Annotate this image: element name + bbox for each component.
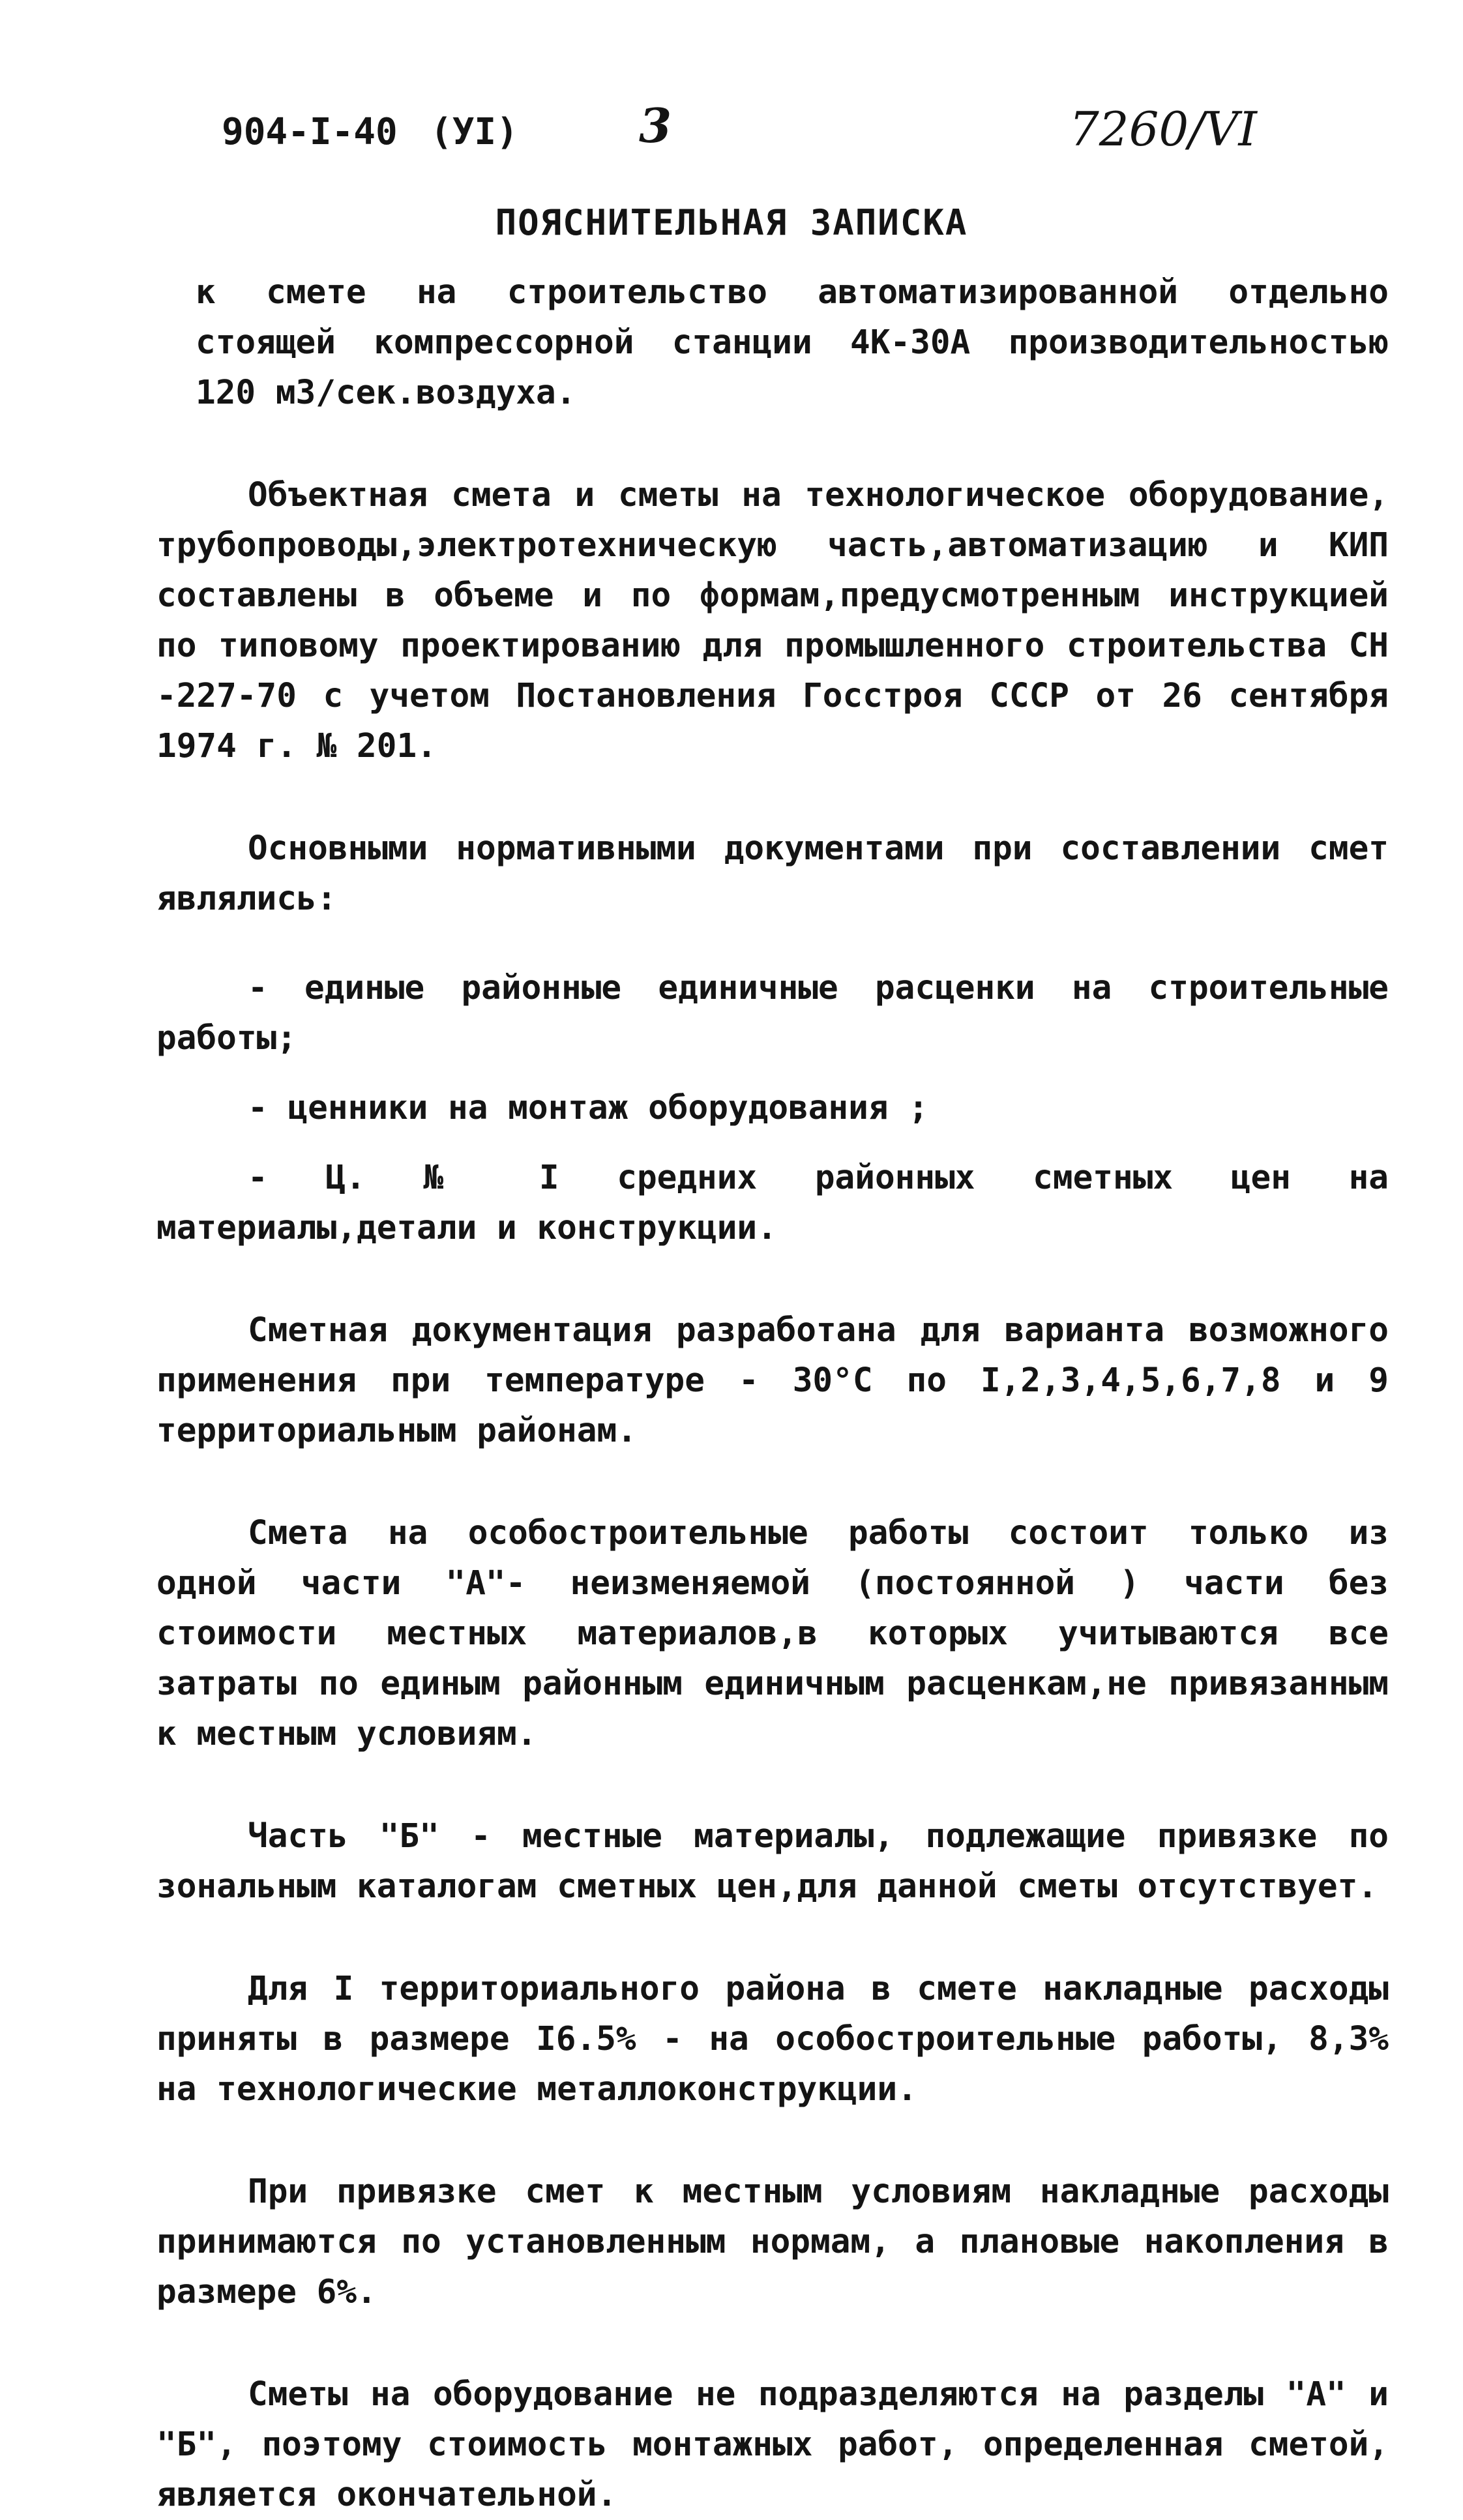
paragraph-estimates: Объектная смета и сметы на технологическое оборудование, трубопроводы,электротехническую часть,автоматизацию и КИП составлены в объеме и по формам,предусмотренным инструкцией по типовому проектированию для промышленного строительства СН -227-70 с учетом Постановления Госстроя СССР от 26 сентября 1974 г. № 201. [156,476,1389,765]
document-subtitle: к смете на строительство автоматизированной отдельно стоящей компрессорной станции 4К-30А производительностью 120 м3/сек.воздуха. [196,273,1389,412]
list-item: - Ц. № I средних районных сметных цен на материалы,детали и конструкции. [156,1159,1389,1247]
list-item: - единые районные единичные расценки на строительные работы; [156,969,1389,1058]
document-section: (УI) [430,111,518,153]
list-item: - ценники на монтаж оборудования ; [248,1089,928,1127]
paragraph-overheads: Для I территориального района в смете накладные расходы приняты в размере I6.5% - на особостроительные работы, 8,3% на технологические металлоконструкции. [156,1970,1389,2109]
paragraph-normative-documents: Основными нормативными документами при составлении смет являлись: [156,829,1389,918]
page-header [0,98,1463,170]
inventory-number: 7260/VI [1069,102,1257,156]
paragraph-part-a: Смета на особостроительные работы состоит только из одной части "А"- неизменяемой (постоянной ) части без стоимости местных материалов,в которых учитываются все затраты по единым районным единичным расценкам,не привязанным к местным условиям. [156,1514,1389,1753]
page-mark: 3 [639,98,672,153]
paragraph-part-b: Часть "Б" - местные материалы, подлежащие привязке по зональным каталогам сметных цен,для данной сметы отсутствует. [156,1817,1389,1906]
document-code: 904-I-40 [222,111,398,153]
paragraph-equipment: Сметы на оборудование не подразделяются на разделы "А" и "Б", поэтому стоимость монтажных работ, определенная сметой, является окончательной. [156,2375,1389,2514]
document-body [156,267,1389,2520]
paragraph-local-conditions: При привязке смет к местным условиям накладные расходы принимаются по установленным нормам, а плановые накопления в размере 6%. [156,2172,1389,2311]
paragraph-temperature: Сметная документация разработана для варианта возможного применения при температуре - 30°С по I,2,3,4,5,6,7,8 и 9 территориальным районам. [156,1311,1389,1450]
page-title: ПОЯСНИТЕЛЬНАЯ ЗАПИСКА [495,202,968,243]
